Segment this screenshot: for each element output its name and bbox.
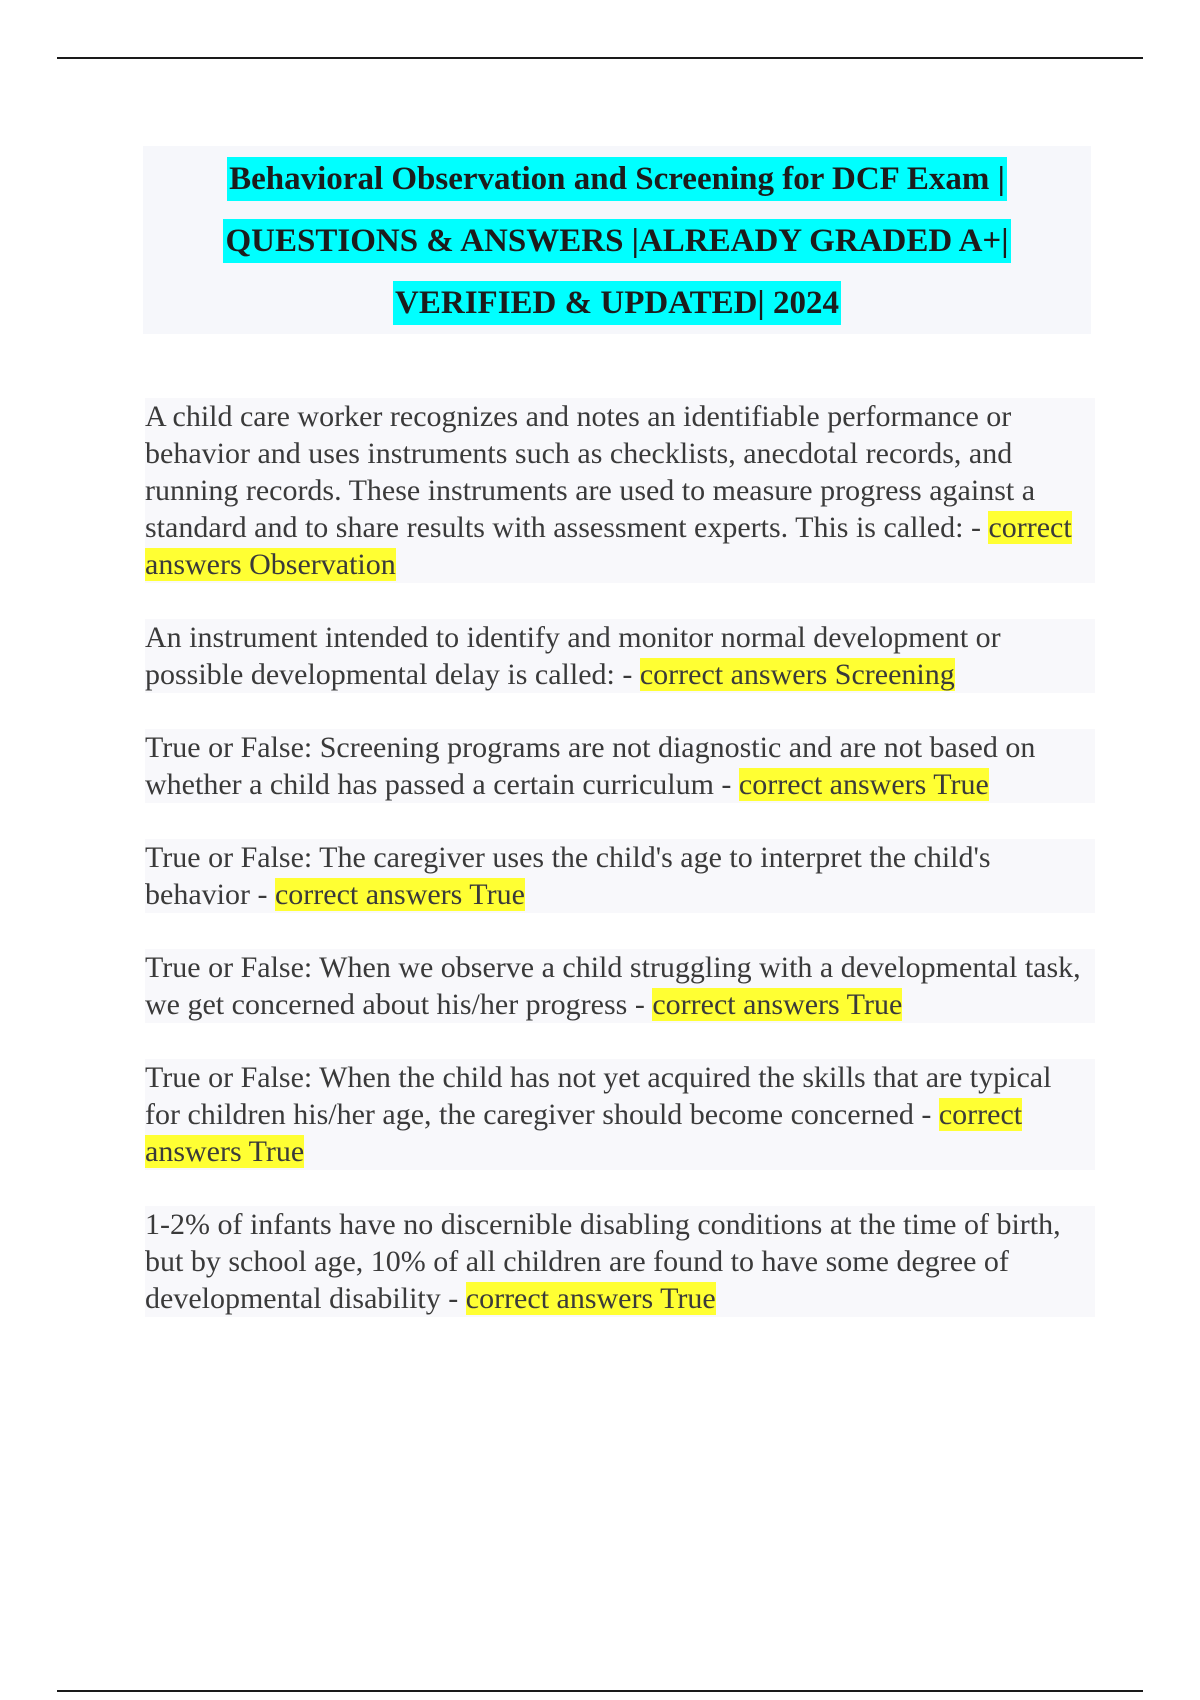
answer-highlight: correct answers Screening <box>639 658 955 691</box>
question-text: True or False: Screening programs are not diagnostic and are not based on whether a child has passed a certain curriculum - <box>145 731 1036 801</box>
document-title <box>143 146 1091 334</box>
top-rule <box>57 57 1143 59</box>
answer-highlight: correct answers True <box>738 768 989 801</box>
qa-item <box>145 398 1095 583</box>
title-line-3 <box>143 272 1091 334</box>
title-text-2: QUESTIONS & ANSWERS |ALREADY GRADED A+| <box>223 219 1010 263</box>
answer-highlight: correct answers True <box>274 878 525 911</box>
title-text-1: Behavioral Observation and Screening for DCF Exam | <box>227 157 1007 201</box>
question-text: A child care worker recognizes and notes an identifiable performance or behavior and uses instruments such as checklists, anecdotal records, and running records. These instruments are used to measure progress against a standard and to share results with assessment experts. This is called: - <box>145 400 1036 544</box>
answer-highlight: correct answers Observation <box>145 511 1072 581</box>
answer-highlight: correct answers True <box>465 1282 716 1315</box>
question-text: An instrument intended to identify and monitor normal development or possible developmental delay is called: - <box>145 621 1001 691</box>
qa-item <box>145 1059 1095 1170</box>
qa-item <box>145 839 1095 913</box>
question-text: True or False: The caregiver uses the child's age to interpret the child's behavior - <box>145 841 991 911</box>
title-line-2 <box>143 210 1091 272</box>
bottom-rule <box>57 1690 1143 1692</box>
answer-highlight: correct answers True <box>652 988 903 1021</box>
question-text: True or False: When the child has not yet acquired the skills that are typical for children his/her age, the caregiver should become concerned - <box>145 1061 1052 1131</box>
qa-list <box>145 368 1095 1353</box>
qa-item <box>145 729 1095 803</box>
qa-item <box>145 949 1095 1023</box>
question-text: 1-2% of infants have no discernible disabling conditions at the time of birth, but by school age, 10% of all children are found to have some degree of developmental disability - <box>145 1208 1061 1315</box>
qa-item <box>145 619 1095 693</box>
qa-item <box>145 1206 1095 1317</box>
title-line-1 <box>143 148 1091 210</box>
title-text-3: VERIFIED & UPDATED| 2024 <box>393 281 841 325</box>
question-text: True or False: When we observe a child struggling with a developmental task, we get concerned about his/her progress - <box>145 951 1081 1021</box>
answer-highlight: correct answers True <box>145 1098 1023 1168</box>
